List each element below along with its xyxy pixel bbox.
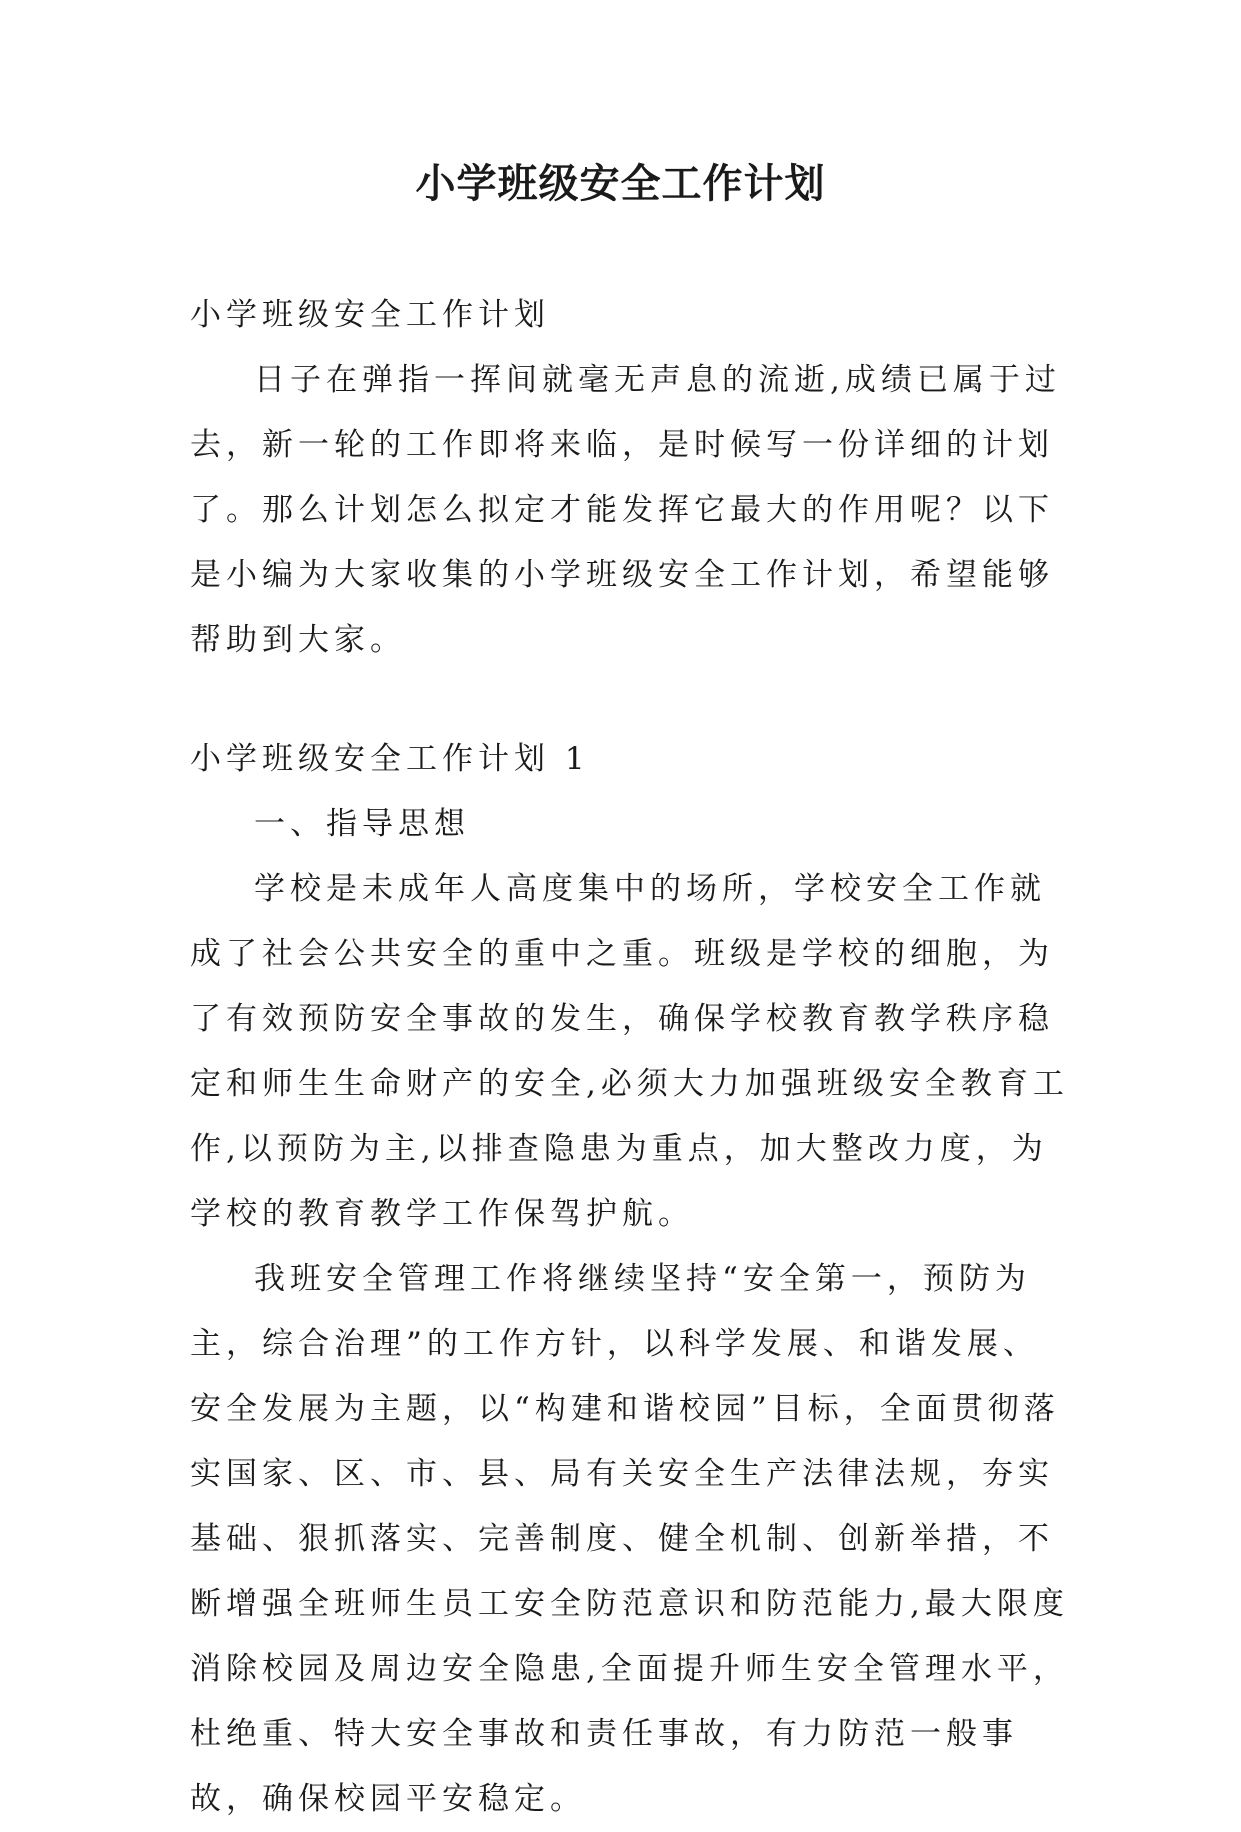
section-heading: 小学班级安全工作计划 1 [190,741,590,777]
body-paragraph-1: 学校是未成年人高度集中的场所，学校安全工作就成了社会公共安全的重中之重。班级是学校的细胞，为了有效预防安全事故的发生，确保学校教育教学秩序稳定和师生生命财产的安全,必须大力加强班级安全教育工作,以预防为主,以排查隐患为重点，加大整改力度，为学校的教育教学工作保驾护航。 [190,871,1069,1232]
intro-paragraph: 日子在弹指一挥间就毫无声息的流逝,成绩已属于过去，新一轮的工作即将来临，是时候写一份详细的计划了。那么计划怎么拟定才能发挥它最大的作用呢？以下是小编为大家收集的小学班级安全工作计划，希望能够帮助到大家。 [190,362,1061,658]
section-spacer [190,673,1070,727]
document-title: 小学班级安全工作计划 [415,161,826,207]
body-paragraph-2: 我班安全管理工作将继续坚持“安全第一，预防为主，综合治理”的工作方针，以科学发展、和谐发展、安全发展为主题，以“构建和谐校园”目标，全面贯彻落实国家、区、市、县、局有关安全生产法律法规，夯实基础、狠抓落实、完善制度、健全机制、创新举措，不断增强全班师生员工安全防范意识和防范能力,最大限度消除校园及周边安全隐患,全面提升师生安全管理水平，杜绝重、特大安全事故和责任事故，有力防范一般事故，确保校园平安稳定。 [190,1261,1069,1817]
document-body [190,283,1070,1832]
section-subheading: 一、指导思想 [254,806,470,842]
document-subtitle: 小学班级安全工作计划 [190,297,550,333]
